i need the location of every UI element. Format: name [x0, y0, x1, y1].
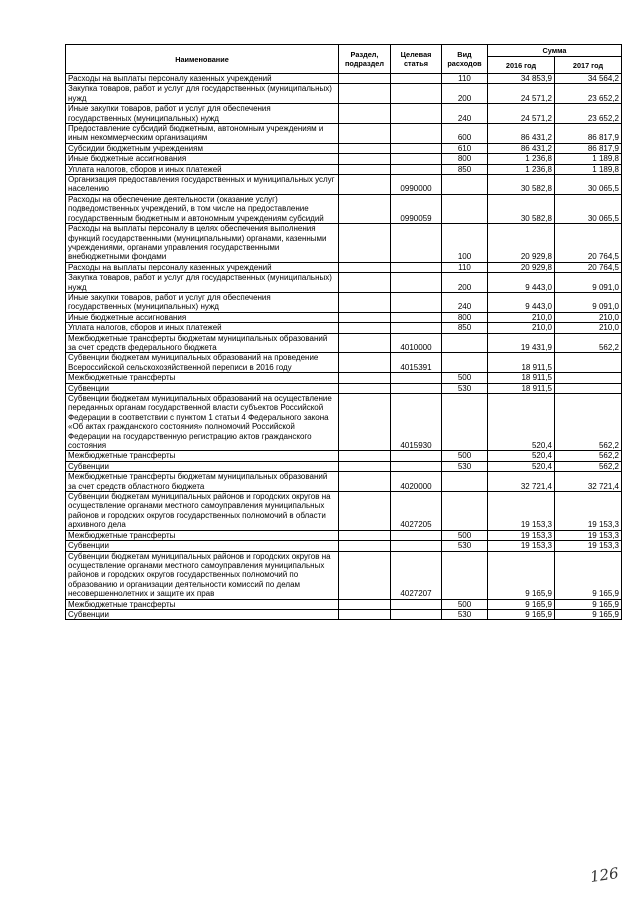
row-expense-type [442, 551, 488, 599]
row-article [391, 530, 442, 540]
row-expense-type: 200 [442, 273, 488, 293]
row-sum-2016: 210,0 [488, 323, 555, 333]
row-sum-2016: 86 431,2 [488, 124, 555, 144]
row-expense-type: 100 [442, 224, 488, 263]
table-row [66, 194, 622, 223]
table-row [66, 292, 622, 312]
row-section [339, 224, 391, 263]
row-section [339, 262, 391, 272]
row-sum-2017: 86 817,9 [555, 143, 622, 153]
row-sum-2016: 19 153,3 [488, 492, 555, 531]
table-row [66, 541, 622, 551]
table-row [66, 273, 622, 293]
row-section [339, 194, 391, 223]
row-name: Субвенции бюджетам муниципальных образований на осуществление переданных органам государственной власти субъектов Российской Федерации в соответствии с пунктом 1 статьи 4 Федерального закона «Об актах гражданского состояния» полномочий Российской Федерации на государственную регистрацию актов гражданского состояния [66, 394, 339, 451]
row-section [339, 273, 391, 293]
row-section [339, 323, 391, 333]
row-sum-2017 [555, 383, 622, 393]
table-row [66, 383, 622, 393]
row-sum-2017: 32 721,4 [555, 472, 622, 492]
page-number: 126 [588, 864, 620, 886]
row-expense-type: 500 [442, 530, 488, 540]
table-row [66, 551, 622, 599]
row-article [391, 383, 442, 393]
row-expense-type [442, 175, 488, 195]
row-expense-type: 240 [442, 104, 488, 124]
row-sum-2017: 9 165,9 [555, 599, 622, 609]
row-sum-2017: 23 652,2 [555, 104, 622, 124]
row-sum-2016: 30 582,8 [488, 175, 555, 195]
row-sum-2016: 86 431,2 [488, 143, 555, 153]
row-name: Иные закупки товаров, работ и услуг для обеспечения государственных (муниципальных) нужд [66, 292, 339, 312]
row-sum-2017: 9 091,0 [555, 292, 622, 312]
row-expense-type: 600 [442, 124, 488, 144]
row-sum-2017: 20 764,5 [555, 262, 622, 272]
row-name: Субвенции [66, 541, 339, 551]
row-section [339, 104, 391, 124]
row-expense-type: 800 [442, 154, 488, 164]
row-expense-type: 500 [442, 451, 488, 461]
row-expense-type: 240 [442, 292, 488, 312]
row-article [391, 373, 442, 383]
header-section: Раздел, подраздел [339, 45, 391, 74]
row-article [391, 143, 442, 153]
row-section [339, 530, 391, 540]
row-sum-2016: 9 443,0 [488, 273, 555, 293]
row-sum-2016: 210,0 [488, 312, 555, 322]
row-article [391, 262, 442, 272]
row-name: Расходы на выплаты персоналу в целях обеспечения выполнения функций государственными (муниципальными) органами, казенными учреждениями, органами управления государственными внебюджетными фондами [66, 224, 339, 263]
row-expense-type: 530 [442, 461, 488, 471]
row-article: 4015391 [391, 353, 442, 373]
table-row [66, 124, 622, 144]
row-article [391, 599, 442, 609]
row-article [391, 124, 442, 144]
row-sum-2017 [555, 353, 622, 373]
row-sum-2017: 30 065,5 [555, 175, 622, 195]
row-name: Межбюджетные трансферты [66, 373, 339, 383]
row-article: 0990000 [391, 175, 442, 195]
row-article [391, 312, 442, 322]
row-sum-2017 [555, 373, 622, 383]
header-2016: 2016 год [488, 57, 555, 74]
row-expense-type [442, 472, 488, 492]
row-sum-2016: 9 165,9 [488, 551, 555, 599]
row-section [339, 175, 391, 195]
row-sum-2017: 34 564,2 [555, 74, 622, 84]
row-section [339, 74, 391, 84]
row-expense-type: 500 [442, 599, 488, 609]
row-article [391, 451, 442, 461]
row-sum-2017: 562,2 [555, 333, 622, 353]
table-row [66, 312, 622, 322]
row-name: Межбюджетные трансферты бюджетам муниципальных образований за счет средств областного бюджета [66, 472, 339, 492]
row-name: Организация предоставления государственных и муниципальных услуг населению [66, 175, 339, 195]
row-sum-2016: 34 853,9 [488, 74, 555, 84]
row-article: 4027205 [391, 492, 442, 531]
row-section [339, 353, 391, 373]
row-sum-2016: 19 431,9 [488, 333, 555, 353]
row-section [339, 492, 391, 531]
row-expense-type: 500 [442, 373, 488, 383]
row-expense-type: 530 [442, 541, 488, 551]
row-section [339, 84, 391, 104]
row-sum-2016: 30 582,8 [488, 194, 555, 223]
row-name: Расходы на выплаты персоналу казенных учреждений [66, 74, 339, 84]
row-sum-2017: 562,2 [555, 461, 622, 471]
row-article: 0990059 [391, 194, 442, 223]
header-expense-type: Вид расходов [442, 45, 488, 74]
row-sum-2017: 9 091,0 [555, 273, 622, 293]
header-name: Наименование [66, 45, 339, 74]
row-name: Субвенции [66, 461, 339, 471]
row-article [391, 154, 442, 164]
row-expense-type: 850 [442, 323, 488, 333]
row-expense-type [442, 333, 488, 353]
row-sum-2017: 86 817,9 [555, 124, 622, 144]
row-name: Иные бюджетные ассигнования [66, 154, 339, 164]
row-section [339, 124, 391, 144]
row-sum-2017: 19 153,3 [555, 492, 622, 531]
row-sum-2017: 562,2 [555, 451, 622, 461]
row-sum-2017: 19 153,3 [555, 530, 622, 540]
row-article [391, 292, 442, 312]
row-article [391, 323, 442, 333]
budget-table [65, 44, 622, 620]
table-row [66, 84, 622, 104]
row-name: Межбюджетные трансферты бюджетам муниципальных образований за счет средств федерального бюджета [66, 333, 339, 353]
row-article: 4010000 [391, 333, 442, 353]
row-sum-2016: 18 911,5 [488, 383, 555, 393]
table-row [66, 599, 622, 609]
table-row [66, 353, 622, 373]
row-sum-2017: 1 189,8 [555, 164, 622, 174]
table-row [66, 262, 622, 272]
row-section [339, 373, 391, 383]
row-sum-2016: 9 165,9 [488, 609, 555, 619]
row-expense-type [442, 394, 488, 451]
row-name: Расходы на выплаты персоналу казенных учреждений [66, 262, 339, 272]
row-name: Расходы на обеспечение деятельности (оказание услуг) подведомственных учреждений, в том числе на предоставление государственным бюджетным и автономным учреждениям субсидий [66, 194, 339, 223]
row-section [339, 394, 391, 451]
row-article [391, 541, 442, 551]
table-row [66, 609, 622, 619]
row-sum-2017: 19 153,3 [555, 541, 622, 551]
table-row [66, 333, 622, 353]
table-row [66, 323, 622, 333]
table-row [66, 472, 622, 492]
table-row [66, 154, 622, 164]
row-sum-2017: 20 764,5 [555, 224, 622, 263]
row-sum-2016: 20 929,8 [488, 224, 555, 263]
row-sum-2016: 20 929,8 [488, 262, 555, 272]
row-section [339, 472, 391, 492]
row-sum-2016: 9 443,0 [488, 292, 555, 312]
row-expense-type: 530 [442, 383, 488, 393]
row-article: 4015930 [391, 394, 442, 451]
row-section [339, 461, 391, 471]
row-name: Предоставление субсидий бюджетным, автономным учреждениям и иным некоммерческим организациям [66, 124, 339, 144]
row-name: Субвенции [66, 609, 339, 619]
row-expense-type: 110 [442, 262, 488, 272]
table-row [66, 224, 622, 263]
row-name: Субвенции бюджетам муниципальных районов и городских округов на осуществление органами местного самоуправления муниципальных районов и городских округов государственных полномочий в области архивного дела [66, 492, 339, 531]
table-row [66, 461, 622, 471]
row-name: Межбюджетные трансферты [66, 599, 339, 609]
row-sum-2016: 18 911,5 [488, 373, 555, 383]
table-row [66, 394, 622, 451]
table-row [66, 175, 622, 195]
row-section [339, 599, 391, 609]
row-name: Субвенции бюджетам муниципальных образований на проведение Всероссийской сельскохозяйственной переписи в 2016 году [66, 353, 339, 373]
row-expense-type [442, 353, 488, 373]
row-name: Иные бюджетные ассигнования [66, 312, 339, 322]
row-name: Иные закупки товаров, работ и услуг для обеспечения государственных (муниципальных) нужд [66, 104, 339, 124]
row-sum-2016: 9 165,9 [488, 599, 555, 609]
table-row [66, 451, 622, 461]
row-sum-2017: 210,0 [555, 323, 622, 333]
row-article [391, 461, 442, 471]
header-article: Целевая статья [391, 45, 442, 74]
row-name: Субвенции [66, 383, 339, 393]
table-row [66, 74, 622, 84]
table-row [66, 164, 622, 174]
row-sum-2017: 210,0 [555, 312, 622, 322]
row-expense-type: 530 [442, 609, 488, 619]
row-name: Уплата налогов, сборов и иных платежей [66, 164, 339, 174]
row-name: Субвенции бюджетам муниципальных районов и городских округов на осуществление органами местного самоуправления муниципальных районов и городских округов государственных полномочий по образованию и организации деятельности комиссий по делам несовершеннолетних и защите их прав [66, 551, 339, 599]
row-sum-2016: 520,4 [488, 451, 555, 461]
row-section [339, 292, 391, 312]
row-sum-2017: 1 189,8 [555, 154, 622, 164]
row-section [339, 312, 391, 322]
row-sum-2017: 9 165,9 [555, 609, 622, 619]
row-section [339, 333, 391, 353]
row-article [391, 273, 442, 293]
row-sum-2017: 23 652,2 [555, 84, 622, 104]
row-sum-2016: 19 153,3 [488, 530, 555, 540]
row-sum-2016: 18 911,5 [488, 353, 555, 373]
table-row [66, 104, 622, 124]
table-row [66, 143, 622, 153]
row-expense-type: 800 [442, 312, 488, 322]
row-article [391, 104, 442, 124]
row-article [391, 609, 442, 619]
row-name: Уплата налогов, сборов и иных платежей [66, 323, 339, 333]
row-article [391, 74, 442, 84]
row-expense-type: 110 [442, 74, 488, 84]
row-sum-2017: 562,2 [555, 394, 622, 451]
row-name: Субсидии бюджетным учреждениям [66, 143, 339, 153]
row-sum-2016: 24 571,2 [488, 104, 555, 124]
row-section [339, 551, 391, 599]
header-2017: 2017 год [555, 57, 622, 74]
table-row [66, 530, 622, 540]
row-section [339, 154, 391, 164]
row-expense-type: 850 [442, 164, 488, 174]
row-article [391, 84, 442, 104]
header-sum: Сумма [488, 45, 622, 57]
row-section [339, 541, 391, 551]
row-sum-2016: 520,4 [488, 461, 555, 471]
row-name: Межбюджетные трансферты [66, 451, 339, 461]
table-row [66, 373, 622, 383]
row-expense-type: 610 [442, 143, 488, 153]
row-section [339, 383, 391, 393]
row-article: 4027207 [391, 551, 442, 599]
table-body [66, 74, 622, 620]
row-sum-2016: 19 153,3 [488, 541, 555, 551]
row-section [339, 609, 391, 619]
row-expense-type [442, 194, 488, 223]
row-expense-type [442, 492, 488, 531]
row-article [391, 164, 442, 174]
row-section [339, 143, 391, 153]
row-article [391, 224, 442, 263]
row-section [339, 164, 391, 174]
row-expense-type: 200 [442, 84, 488, 104]
row-sum-2016: 24 571,2 [488, 84, 555, 104]
row-sum-2016: 1 236,8 [488, 154, 555, 164]
table-row [66, 492, 622, 531]
row-article: 4020000 [391, 472, 442, 492]
row-sum-2016: 32 721,4 [488, 472, 555, 492]
row-sum-2016: 1 236,8 [488, 164, 555, 174]
row-name: Закупка товаров, работ и услуг для государственных (муниципальных) нужд [66, 84, 339, 104]
row-sum-2017: 30 065,5 [555, 194, 622, 223]
row-sum-2016: 520,4 [488, 394, 555, 451]
row-sum-2017: 9 165,9 [555, 551, 622, 599]
row-name: Межбюджетные трансферты [66, 530, 339, 540]
row-section [339, 451, 391, 461]
row-name: Закупка товаров, работ и услуг для государственных (муниципальных) нужд [66, 273, 339, 293]
